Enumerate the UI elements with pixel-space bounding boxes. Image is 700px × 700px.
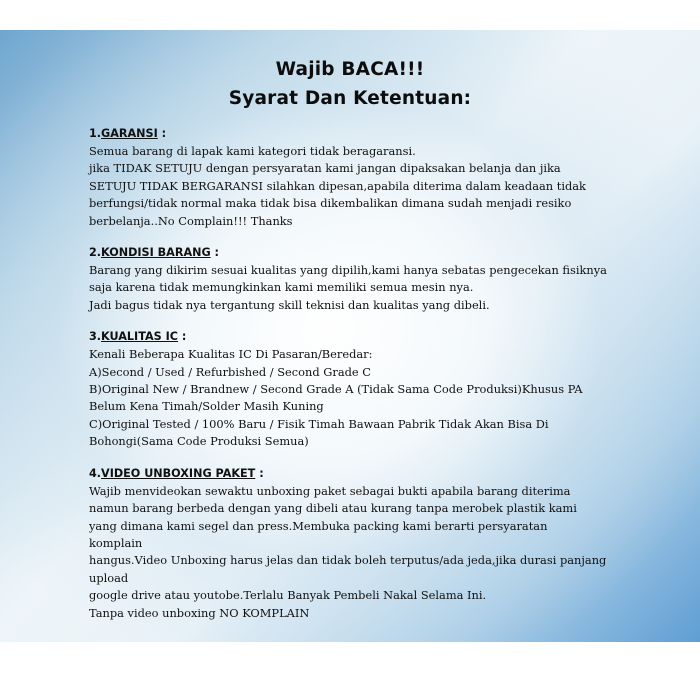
section-heading-label: KUALITAS IC — [101, 330, 178, 344]
text-line: Tanpa video unboxing NO KOMPLAIN — [89, 605, 310, 620]
text-line: Belum Kena Timah/Solder Masih Kuning — [89, 399, 324, 414]
text-line: C)Original Tested / 100% Baru / Fisik Timah Bawaan Pabrik Tidak Akan Bisa Di — [89, 416, 549, 431]
text-line: namun barang berbeda dengan yang dibeli atau kurang tanpa merobek plastik kami — [89, 501, 577, 516]
text-line: Wajib menvideokan sewaktu unboxing paket sebagai bukti apabila barang diterima — [89, 483, 571, 498]
text-line: yang dimana kami segel dan press.Membuka packing kami berarti persyaratan — [89, 518, 548, 533]
section-heading-suffix: : — [255, 466, 264, 480]
text-line: berbelanja..No Complain!!! Thanks — [89, 213, 293, 228]
section-heading-label: VIDEO UNBOXING PAKET — [101, 466, 256, 480]
section-garansi — [89, 126, 609, 230]
section-heading-label: GARANSI — [101, 127, 158, 140]
title-line-2: Syarat Dan Ketentuan: — [228, 88, 472, 109]
terms-panel — [0, 30, 700, 642]
section-heading-label: KONDISI BARANG — [101, 246, 211, 260]
text-line: A)Second / Used / Refurbished / Second Grade C — [89, 364, 371, 379]
title-line-1: Wajib BACA!!! — [275, 59, 425, 80]
text-line: berfungsi/tidak normal maka tidak bisa dikembalikan dimana sudah menjadi resiko — [89, 196, 572, 211]
section-heading-suffix: : — [210, 246, 220, 260]
section-heading — [89, 466, 609, 483]
section-heading — [89, 329, 609, 346]
text-line: jika TIDAK SETUJU dengan persyaratan kami jangan dipaksakan belanja dan jika — [89, 161, 561, 176]
section-number: 1. — [89, 127, 102, 140]
section-kondisi-barang — [89, 245, 609, 314]
section-video-unboxing — [89, 466, 609, 622]
section-number: 3. — [89, 330, 102, 344]
section-kualitas-ic — [89, 329, 609, 450]
text-line: SETUJU TIDAK BERGARANSI silahkan dipesan,apabila diterima dalam keadaan tidak — [89, 178, 586, 193]
section-heading — [89, 245, 609, 262]
terms-body — [89, 126, 609, 637]
text-line: Kenali Beberapa Kualitas IC Di Pasaran/Beredar: — [89, 347, 373, 362]
text-line: Bohongi(Sama Code Produksi Semua) — [89, 434, 309, 449]
text-line: komplain — [89, 535, 143, 550]
section-number: 4. — [89, 466, 102, 480]
text-line: upload — [89, 570, 129, 585]
section-heading-suffix: : — [157, 127, 167, 140]
text-line: Jadi bagus tidak nya tergantung skill teknisi dan kualitas yang dibeli. — [89, 297, 490, 312]
section-heading-suffix: : — [177, 330, 187, 344]
text-line: B)Original New / Brandnew / Second Grade A (Tidak Sama Code Produksi)Khusus PA — [89, 382, 583, 397]
text-line: hangus.Video Unboxing harus jelas dan tidak boleh terputus/ada jeda,jika durasi panjang — [89, 553, 607, 568]
text-line: google drive atau youtobe.Terlalu Banyak Pembeli Nakal Selama Ini. — [89, 588, 487, 603]
text-line: Semua barang di lapak kami kategori tidak beragaransi. — [89, 144, 416, 158]
section-number: 2. — [89, 246, 102, 260]
section-heading — [89, 126, 609, 143]
text-line: Barang yang dikirim sesuai kualitas yang dipilih,kami hanya sebatas pengecekan fisiknya — [89, 263, 607, 278]
text-line: saja karena tidak memungkinkan kami memiliki semua mesin nya. — [89, 280, 474, 295]
